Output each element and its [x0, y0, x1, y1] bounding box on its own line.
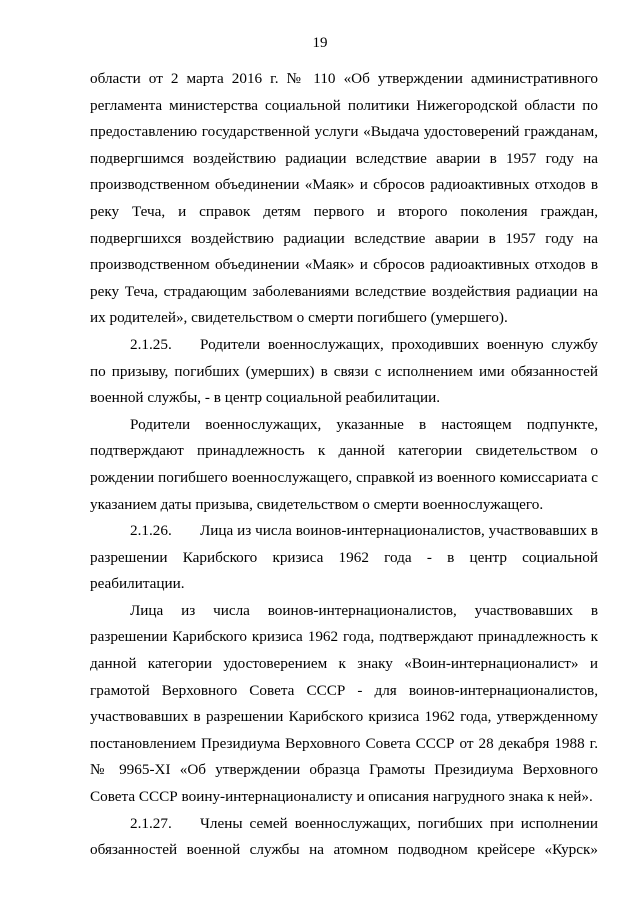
paragraph-text: Лица из числа воинов-интернационалистов, участвовавших в разрешении Карибского кризиса 1962 года, подтверждают принадлежность к данной категории удостоверением к знаку «Воин-интернационалист» и грамотой Верховного Совета СССР - для воинов-интернационалистов, участвовавших в разрешении Карибского кризиса 1962 года, утвержденному постановлением Президиума Верховного Совета СССР от 28 декабря 1988 г. № 9965-XI «Об утверждении образца Грамоты Президиума Верховного Совета СССР воину-интернационалисту и описания нагрудного знака к ней». — [90, 601, 598, 806]
item-2-1-26 — [90, 518, 598, 598]
paragraph-text: Родители военнослужащих, указанные в настоящем подпункте, подтверждают принадлежность к данной категории свидетельством о рождении погибшего военнослужащего, справкой из военного комиссариата с указанием даты призыва, свидетельством о смерти военнослужащего. — [90, 415, 598, 513]
item-2-1-25 — [90, 332, 598, 412]
paragraph-parents-confirmation — [90, 412, 598, 518]
paragraph-continuation — [90, 66, 598, 332]
item-2-1-27 — [90, 811, 598, 864]
item-text: Члены семей военнослужащих, погибших при исполнении обязанностей военной службы на атомном подводном крейсере «Курск» — [90, 814, 598, 859]
item-number: 2.1.26. — [130, 522, 172, 540]
document-body — [90, 66, 598, 864]
item-text: Лица из числа воинов-интернационалистов, участвовавших в разрешении Карибского кризиса 1962 года - в центр социальной реабилитации. — [90, 522, 598, 593]
page-number: 19 — [312, 35, 328, 51]
item-number: 2.1.27. — [130, 814, 172, 832]
paragraph-text: области от 2 марта 2016 г. № 110 «Об утверждении административного регламента министерства социальной политики Нижегородской области по предоставлению государственной услуги «Выдача удостоверений гражданам, подвергшимся воздействию радиации вследствие аварии в 1957 году на производственном объединении «Маяк» и сбросов радиоактивных отходов в реку Теча, и справок детям первого и второго поколения граждан, подвергшихся воздействию радиации вследствие аварии в 1957 году на производственном объединении «Маяк» и сбросов радиоактивных отходов в реку Теча, страдающим заболеваниями вследствие воздействия радиации на их родителей», свидетельством о смерти погибшего (умершего). — [90, 70, 598, 327]
item-number: 2.1.25. — [130, 335, 172, 353]
paragraph-caribbean-confirmation — [90, 598, 598, 811]
item-text: Родители военнослужащих, проходивших военную службу по призыву, погибших (умерших) в связи с исполнением ими обязанностей военной службы, - в центр социальной реабилитации. — [90, 335, 598, 407]
